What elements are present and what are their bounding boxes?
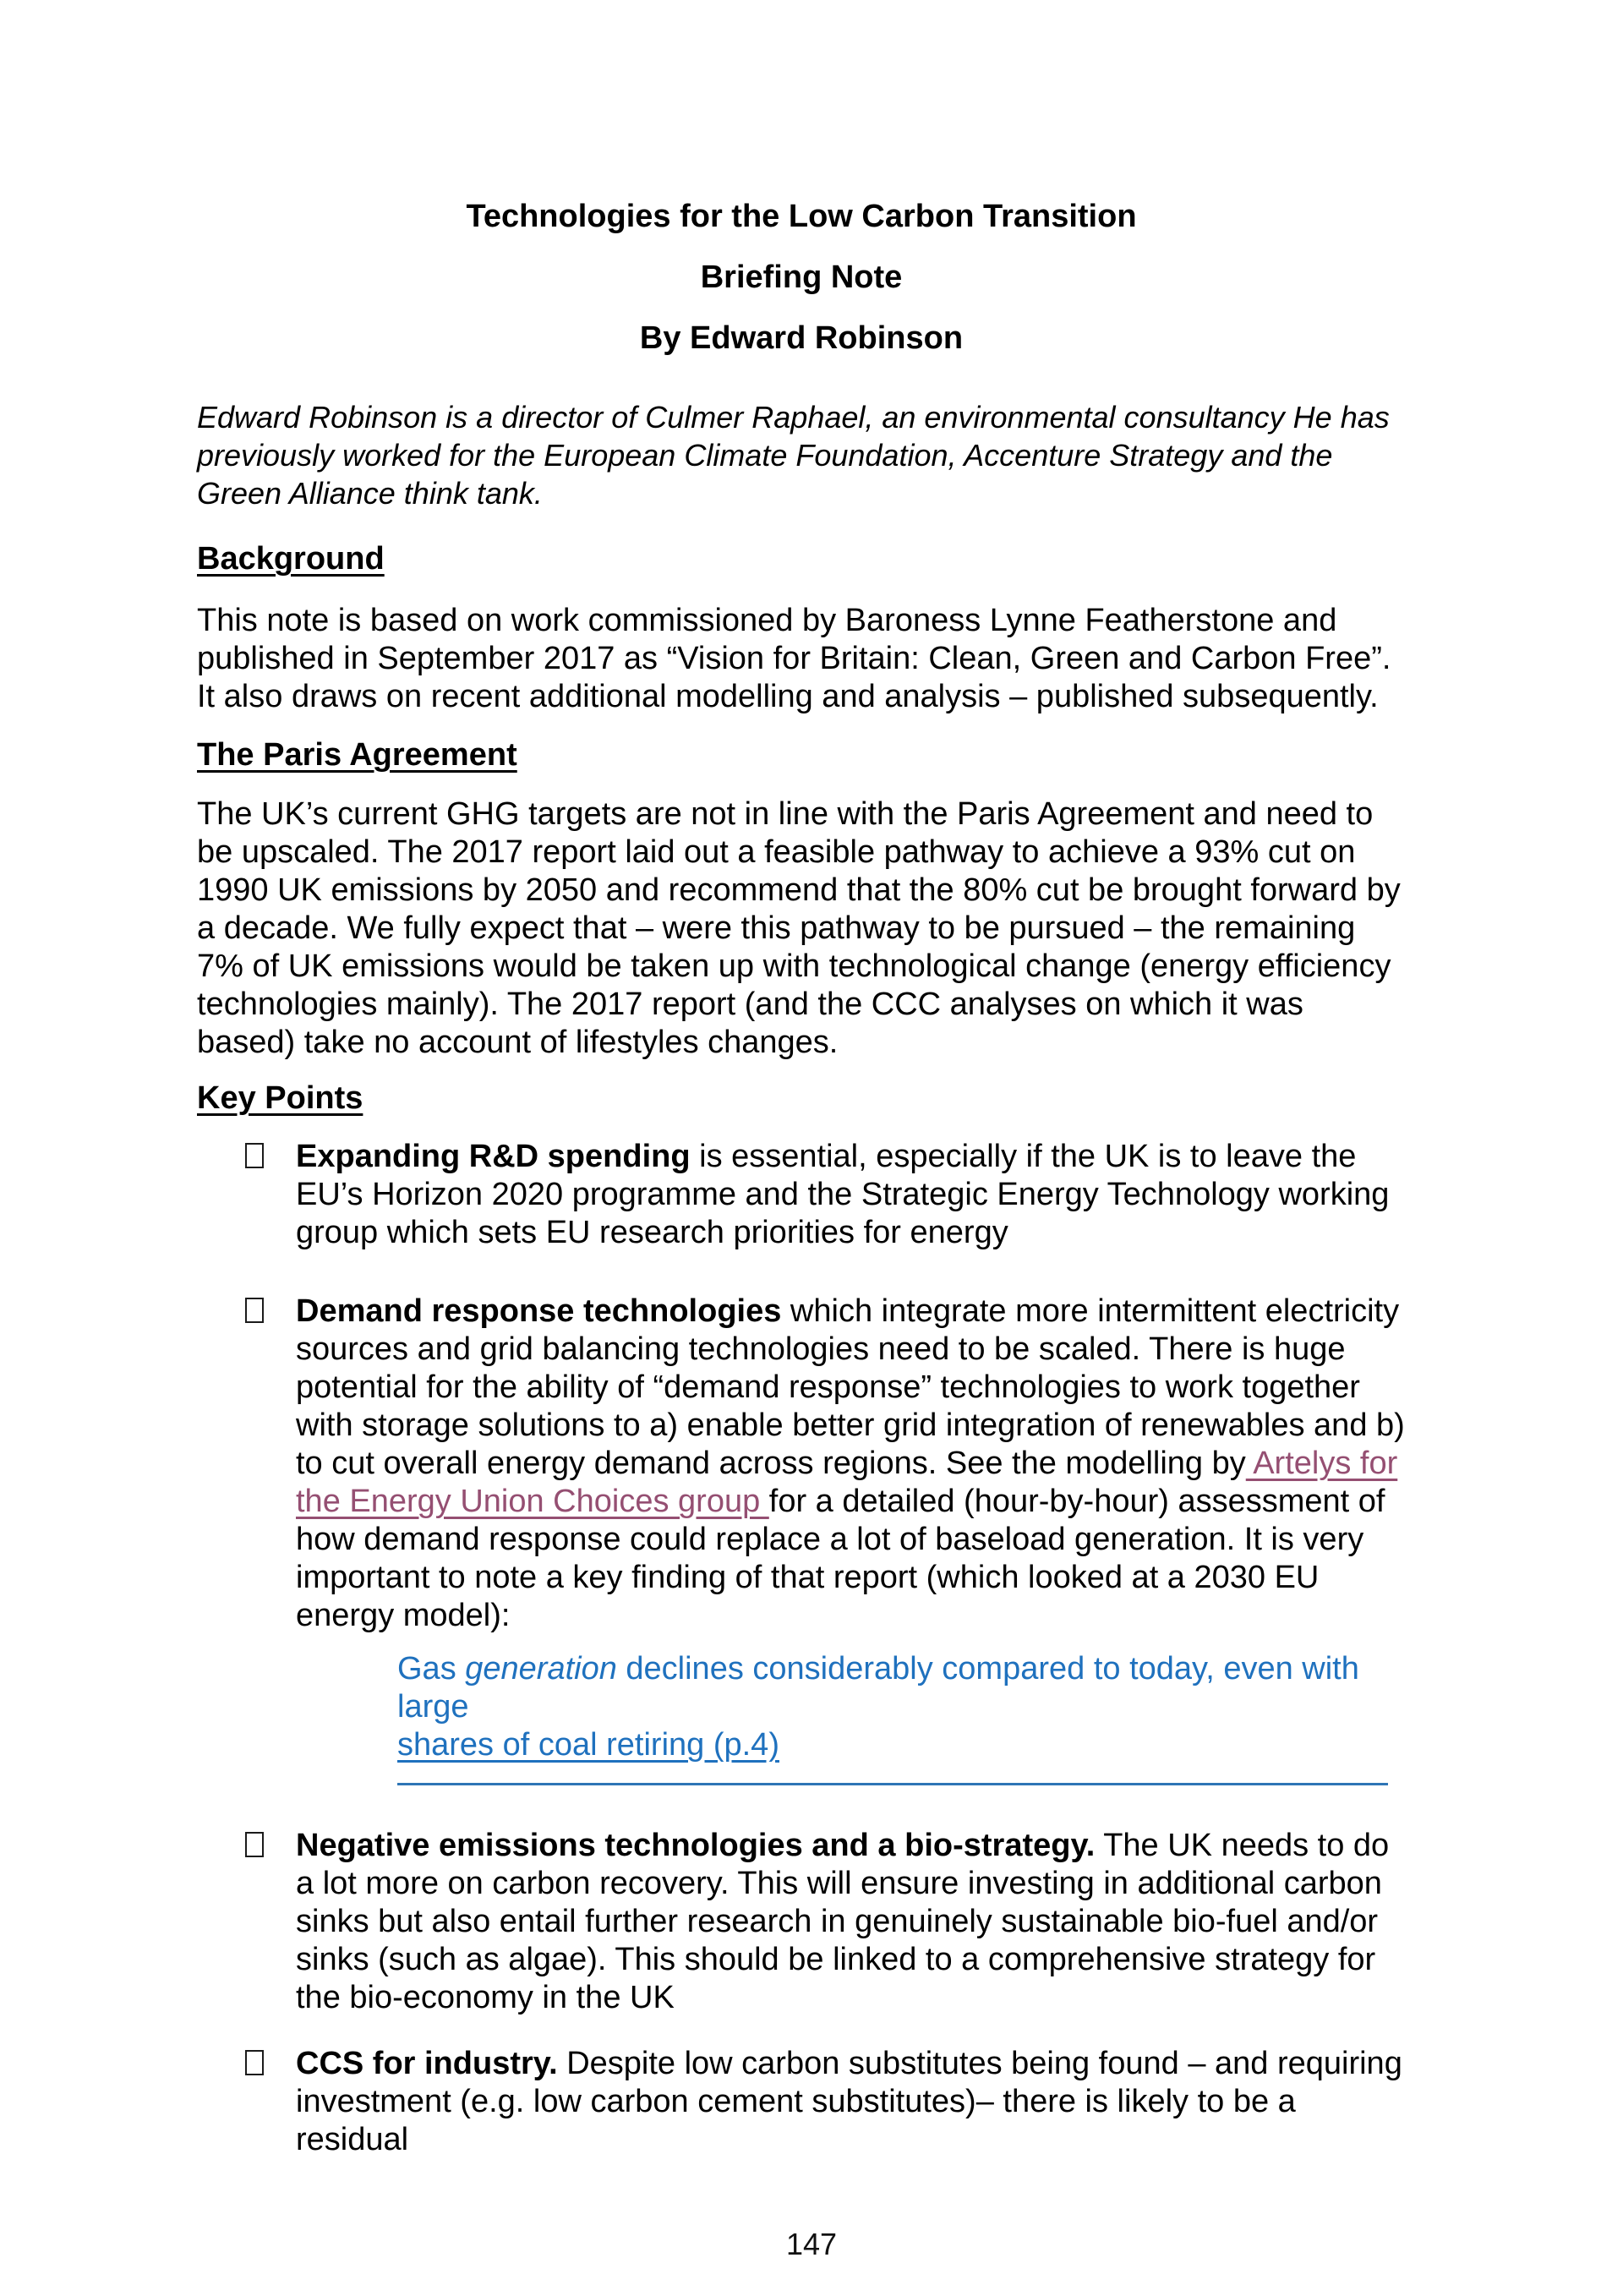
- checkbox-bullet-icon: [245, 1143, 264, 1168]
- key-point-item-rd-spending: [197, 1138, 1406, 1252]
- quote-text-italic: generation: [465, 1651, 617, 1686]
- quote-line-1: [397, 1650, 1388, 1726]
- coal-retiring-link[interactable]: shares of coal retiring (p.4): [397, 1727, 779, 1763]
- page-number: 147: [785, 2227, 838, 2261]
- quote-line-2: [397, 1726, 1388, 1764]
- key-point-text: [296, 1138, 1406, 1252]
- artelys-energy-union-link[interactable]: Artelys for the Energy Union Choices group: [296, 1446, 1398, 1519]
- key-point-body: is essential, especially if the UK is to leave the EU’s Horizon 2020 programme and the Strategic Energy Technology working group which sets EU research priorities for energy: [296, 1139, 1390, 1250]
- key-point-text: [296, 1293, 1406, 1635]
- checkbox-bullet-icon: [245, 1298, 264, 1323]
- checkbox-bullet-icon: [245, 2050, 264, 2075]
- key-point-body: The UK needs to do a lot more on carbon recovery. This will ensure investing in additional carbon sinks but also entail further research in genuinely sustainable bio-fuel and/or sinks (such as algae). This should be linked to a comprehensive strategy for the bio-economy in the UK: [296, 1828, 1390, 2015]
- key-point-lead: Demand response technologies: [296, 1293, 782, 1329]
- byline: By Edward Robinson: [639, 320, 964, 356]
- quote-text: declines considerably compared to today, even with large: [397, 1651, 1359, 1725]
- section-heading-paris-agreement: The Paris Agreement: [197, 737, 517, 773]
- page-title: Technologies for the Low Carbon Transition: [466, 199, 1137, 234]
- key-point-lead: CCS for industry.: [296, 2046, 558, 2081]
- pull-quote: [397, 1650, 1388, 1785]
- key-point-item-demand-response: [197, 1293, 1406, 1635]
- paris-agreement-paragraph: The UK’s current GHG targets are not in line with the Paris Agreement and need to be upscaled. The 2017 report laid out a feasible pathway to achieve a 93% cut on 1990 UK emissions by 2050 and recommend that the 80% cut be brought forward by a decade. We fully expect that – were this pathway to be pursued – the remaining 7% of UK emissions would be taken up with technological change (energy efficiency technologies mainly). The 2017 report (and the CCC analyses on which it was based) take no account of lifestyles changes.: [197, 796, 1401, 1060]
- key-point-body: which integrate more intermittent electricity sources and grid balancing technologies need to be scaled. There is huge potential for the ability of “demand response” technologies to work together with storage solutions to a) enable better grid integration of renewables and b) to cut overall energy demand across regions. See the modelling by: [296, 1293, 1405, 1481]
- key-point-lead: Negative emissions technologies and a bio-strategy.: [296, 1828, 1096, 1863]
- key-point-text: [296, 1827, 1406, 2017]
- key-point-body: for a detailed (hour-by-hour) assessment of how demand response could replace a lot of baseload generation. It is very important to note a key finding of that report (which looked at a 2030 EU energy model):: [296, 1484, 1385, 1633]
- background-paragraph: This note is based on work commissioned by Baroness Lynne Featherstone and published in September 2017 as “Vision for Britain: Clean, Green and Carbon Free”. It also draws on recent additional modelling and analysis – published subsequently.: [197, 603, 1391, 714]
- document-subtitle: Briefing Note: [700, 260, 903, 295]
- document-content: [197, 0, 1406, 2159]
- section-heading-key-points: Key Points: [197, 1080, 363, 1116]
- key-point-item-negative-emissions: [197, 1827, 1406, 2017]
- key-point-body: Despite low carbon substitutes being found – and requiring investment (e.g. low carbon cement substitutes)– there is likely to be a residual: [296, 2046, 1402, 2157]
- quote-text: Gas: [397, 1651, 466, 1686]
- checkbox-bullet-icon: [245, 1832, 264, 1857]
- key-point-lead: Expanding R&D spending: [296, 1139, 691, 1174]
- author-bio: Edward Robinson is a director of Culmer Raphael, an environmental consultancy He has previously worked for the European Climate Foundation, Accenture Strategy and the Green Alliance think tank.: [197, 400, 1390, 511]
- key-point-item-ccs-industry: [197, 2045, 1406, 2159]
- section-heading-background: Background: [197, 541, 385, 577]
- key-point-text: [296, 2045, 1406, 2159]
